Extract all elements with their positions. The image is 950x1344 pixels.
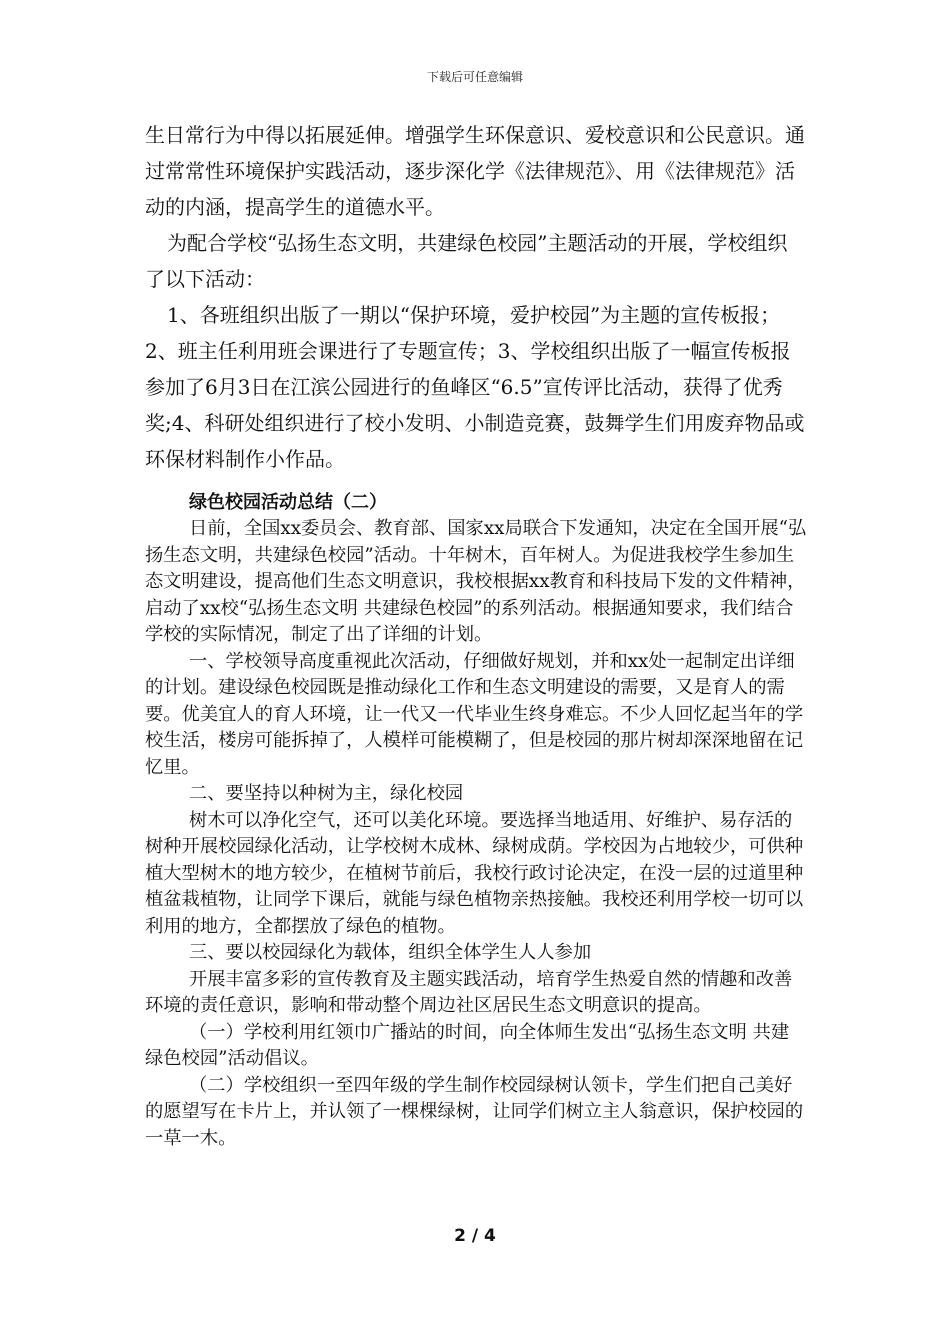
- body-paragraph-5: （一）学校利用红领巾广播站的时间，向全体师生发出“弘扬生态文明 共建绿色校园”活动倡议。: [145, 1021, 790, 1069]
- body-heading-3: 三、要以校园绿化为载体，组织全体学生人人参加: [189, 942, 592, 963]
- page-header: [0, 68, 950, 85]
- intro-paragraph-1: 生日常行为中得以拓展延伸。增强学生环保意识、爱校意识和公民意识。通过常常性环境保护实践活动，逐步深化学《法律规范》、用《法律规范》活动的内涵，提高学生的道德水平。: [145, 123, 805, 219]
- intro-paragraph-2: 为配合学校“弘扬生态文明，共建绿色校园”主题活动的开展，学校组织了以下活动：: [145, 231, 788, 291]
- intro-section: [145, 117, 807, 477]
- body-paragraph-3: 树木可以净化空气，还可以美化环境。要选择当地适用、好维护、易存活的树种开展校园绿化活动，让学校树木成林、绿树成荫。学校因为占地较少，可供种植大型树木的地方较少，在植树节前后，我校行政讨论决定，在没一层的过道里种植盆栽植物，让同学下课后，就能与绿色植物亲热接触。我校还利用学校一切可以利用的地方，全都摆放了绿色的植物。: [145, 809, 804, 937]
- page-current: 2: [454, 1226, 466, 1246]
- body-paragraph-1: 日前，全国xx委员会、教育部、国家xx局联合下发通知，决定在全国开展“弘扬生态文明，共建绿色校园”活动。十年树木，百年树人。为促进我校学生参加生态文明建设，提高他们生态文明意识，我校根据xx教育和科技局下发的文件精神，启动了xx校“弘扬生态文明 共建绿色校园”的系列活动。根据通知要求，我们结合学校的实际情况，制定了出了详细的计划。: [145, 518, 807, 645]
- body-paragraph-4: 开展丰富多彩的宣传教育及主题实践活动，培育学生热爱自然的情趣和改善环境的责任意识，影响和带动整个周边社区居民生态文明意识的提高。: [145, 968, 793, 1016]
- body-heading-2: 二、要坚持以种树为主，绿化校园: [189, 783, 464, 804]
- intro-paragraph-3: 1、各班组织出版了一期以“保护环境，爱护校园”为主题的宣传板报；2、班主任利用班会课进行了专题宣传；3、学校组织出版了一幅宣传板报参加了6月3日在江滨公园进行的鱼峰区“6.5”宣传评比活动，获得了优秀奖;4、科研处组织进行了校小发明、小制造竞赛，鼓舞学生们用废弃物品或环保材料制作小作品。: [145, 303, 805, 471]
- page-total: 4: [484, 1226, 496, 1246]
- body-paragraph-6: （二）学校组织一至四年级的学生制作校园绿树认领卡，学生们把自己美好的愿望写在卡片上，并认领了一棵棵绿树，让同学们树立主人翁意识，保护校园的一草一木。: [145, 1074, 804, 1149]
- summary-section: [145, 490, 807, 1152]
- page-separator: /: [465, 1226, 485, 1246]
- body-paragraph-2: 一、学校领导高度重视此次活动，仔细做好规划，并和xx处一起制定出详细的计划。建设绿色校园既是推动绿化工作和生态文明建设的需要，又是育人的需要。优美宜人的育人环境，让一代又一代毕业生终身难忘。不少人回忆起当年的学校生活，楼房可能拆掉了，人模样可能模糊了，但是校园的那片树却深深地留在记忆里。: [145, 650, 804, 778]
- page-number: [0, 1226, 950, 1246]
- header-text: 下载后可任意编辑: [426, 70, 523, 84]
- section-title: 绿色校园活动总结（二）: [189, 492, 387, 513]
